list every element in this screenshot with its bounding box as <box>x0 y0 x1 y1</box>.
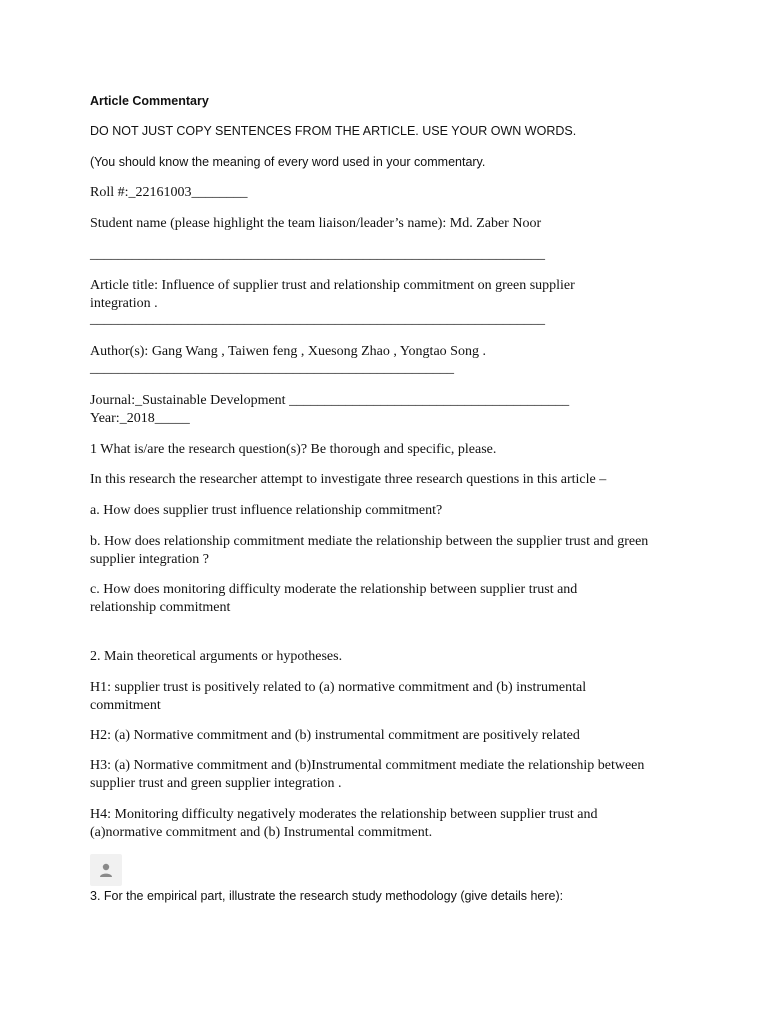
divider-rule: ____________________________________________________ <box>90 361 454 376</box>
instruction-own-words: DO NOT JUST COPY SENTENCES FROM THE ARTICLE. USE YOUR OWN WORDS. <box>90 124 577 138</box>
avatar[interactable] <box>90 854 122 886</box>
hypothesis-4: H4: Monitoring difficulty negatively moderates the relationship between supplier trust and (a)normative commitment and (b) Instrumental commitment. <box>90 807 598 840</box>
hypothesis-3: H3: (a) Normative commitment and (b)Instrumental commitment mediate the relationship between supplier trust and green supplier integration . <box>90 758 645 791</box>
journal-name: Journal:_Sustainable Development ________________________________________ <box>90 393 570 408</box>
publication-year: Year:_2018_____ <box>90 411 190 426</box>
instruction-word-meaning: (You should know the meaning of every word used in your commentary. <box>90 155 486 169</box>
hypothesis-2: H2: (a) Normative commitment and (b) instrumental commitment are positively related <box>90 728 580 743</box>
divider-rule: _________________________________________________________________ <box>90 312 545 327</box>
student-name: Student name (please highlight the team liaison/leader’s name): Md. Zaber Noor <box>90 216 542 231</box>
document-heading: Article Commentary <box>90 94 209 108</box>
article-title: Article title: Influence of supplier trust and relationship commitment on green supplier integration . <box>90 278 575 311</box>
hypothesis-1: H1: supplier trust is positively related to (a) normative commitment and (b) instrumental commitment <box>90 680 587 713</box>
question-1-intro: In this research the researcher attempt to investigate three research questions in this article – <box>90 472 607 487</box>
research-question-c: c. How does monitoring difficulty moderate the relationship between supplier trust and relationship commitment <box>90 582 578 615</box>
article-authors: Author(s): Gang Wang , Taiwen feng , Xuesong Zhao , Yongtao Song . <box>90 344 486 359</box>
question-3-heading: 3. For the empirical part, illustrate the research study methodology (give details here): <box>90 889 564 903</box>
divider-rule: _________________________________________________________________ <box>90 247 545 262</box>
person-icon <box>98 862 114 878</box>
research-question-a: a. How does supplier trust influence relationship commitment? <box>90 503 443 518</box>
research-question-b: b. How does relationship commitment mediate the relationship between the supplier trust and green supplier integration ? <box>90 534 649 567</box>
question-1-heading: 1 What is/are the research question(s)? Be thorough and specific, please. <box>90 442 497 457</box>
question-2-heading: 2. Main theoretical arguments or hypotheses. <box>90 649 343 664</box>
roll-number: Roll #:_22161003________ <box>90 185 248 200</box>
